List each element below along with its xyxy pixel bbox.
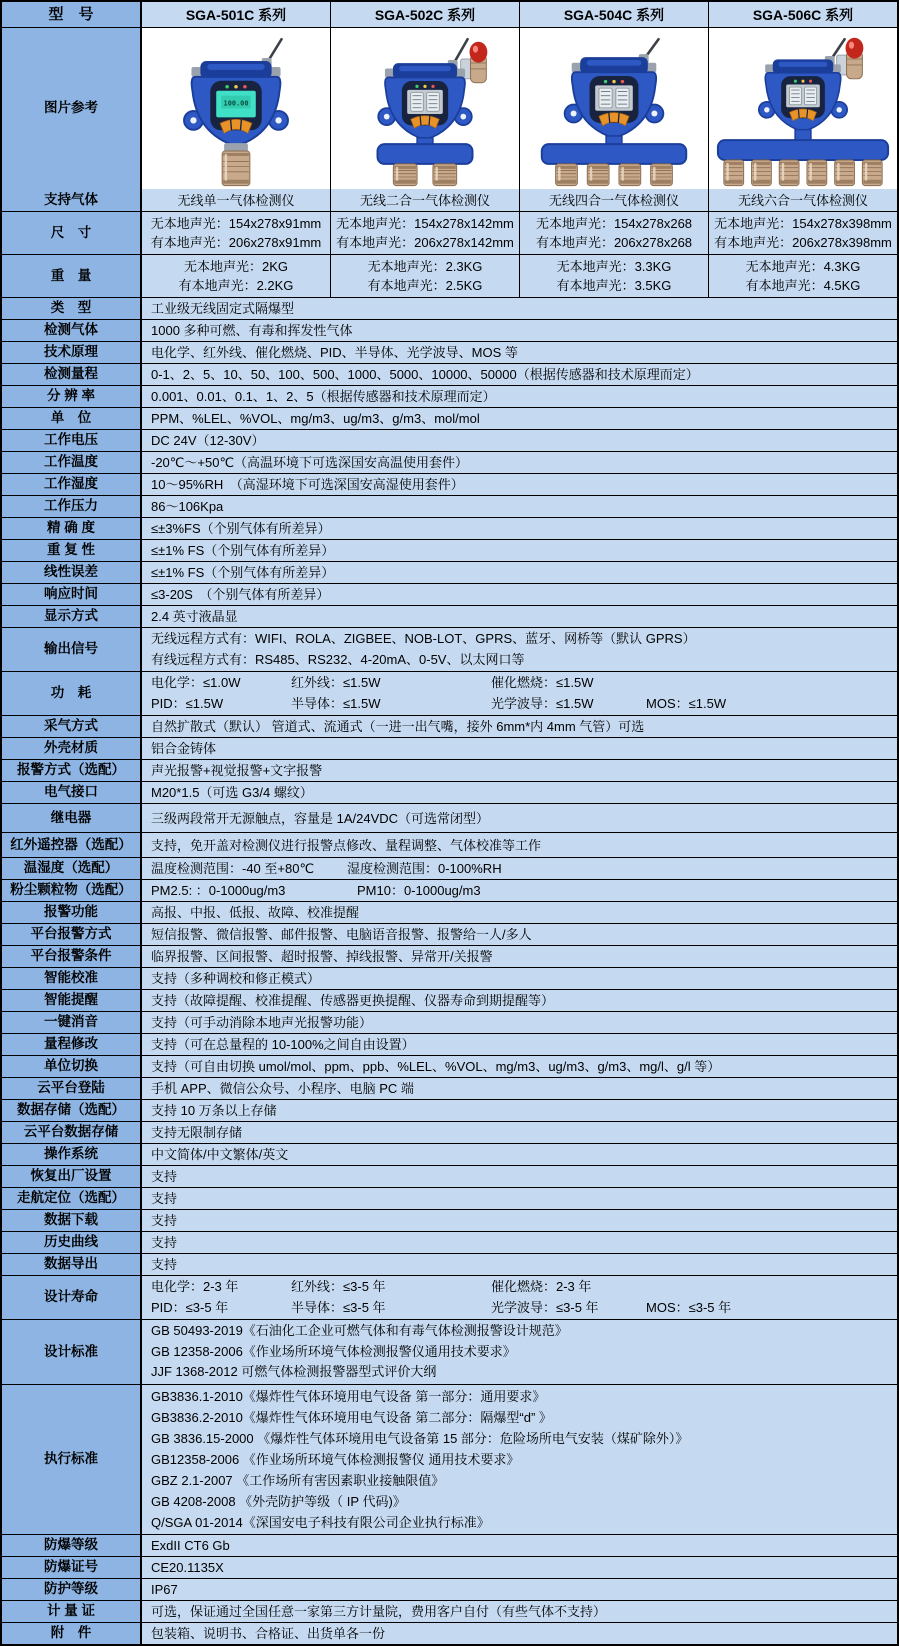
spec-segment: 湿度检测范围：0-100%RH bbox=[347, 861, 502, 876]
spec-line: GB 50493-2019《石油化工企业可燃气体和有毒气体检测报警设计规范》 bbox=[151, 1323, 568, 1338]
row-housing bbox=[2, 737, 897, 759]
spec-line: 10～95%RH （高湿环境下可选深国安高湿使用套件） bbox=[151, 477, 464, 492]
row-cloud-storage-label: 云平台数据存储 bbox=[2, 1122, 142, 1143]
row-cloud-login-value bbox=[142, 1078, 897, 1099]
row-response-time-label: 响应时间 bbox=[2, 584, 142, 605]
product-image-sga-506c bbox=[709, 28, 897, 189]
row-pressure bbox=[2, 495, 897, 517]
row-design-life bbox=[2, 1275, 897, 1319]
row-smart-reminder-value bbox=[142, 990, 897, 1011]
row-weight-label: 重 量 bbox=[2, 255, 142, 297]
spec-line: -20℃～+50℃（高温环境下可选深国安高温使用套件） bbox=[151, 455, 469, 470]
row-ir-remote-value bbox=[142, 833, 897, 857]
row-detected-gas bbox=[2, 319, 897, 341]
row-linearity-label: 线性误差 bbox=[2, 562, 142, 583]
row-relay-label: 继电器 bbox=[2, 804, 142, 832]
spec-line: ≤±1% FS（个别气体有所差异） bbox=[151, 565, 335, 580]
spec-segment: 电化学：2-3 年 bbox=[151, 1279, 239, 1294]
spec-line bbox=[151, 1277, 646, 1298]
gas-detector-2-sensor-icon bbox=[331, 28, 519, 189]
spec-line: GB 3836.15-2000 《爆炸性气体环境用电气设备第 15 部分：危险场所电气安装（煤矿除外）》 bbox=[151, 1430, 689, 1446]
row-explosion-proof-grade bbox=[2, 1534, 897, 1556]
spec-line: GB3836.1-2010《爆炸性气体环境用电气设备 第一部分：通用要求》 bbox=[151, 1388, 546, 1404]
row-range-label: 检测量程 bbox=[2, 364, 142, 385]
spec-line bbox=[151, 673, 646, 694]
spec-line: 2.4 英寸液晶显 bbox=[151, 609, 238, 624]
spec-line: 无本地声光：154x278x268 bbox=[535, 215, 693, 231]
spec-line: 无本地声光：4.3KG bbox=[745, 258, 861, 274]
row-dimensions-cell-0 bbox=[142, 212, 331, 254]
row-platform-alarm-conditions-label: 平台报警条件 bbox=[2, 946, 142, 967]
row-range-modify bbox=[2, 1033, 897, 1055]
row-weight-cell-3 bbox=[709, 255, 897, 297]
row-response-time-value bbox=[142, 584, 897, 605]
row-history-curve bbox=[2, 1231, 897, 1253]
row-tech-principle-label: 技术原理 bbox=[2, 342, 142, 363]
row-accuracy-label: 精 确 度 bbox=[2, 518, 142, 539]
row-dimensions-label: 尺 寸 bbox=[2, 212, 142, 254]
row-ir-remote bbox=[2, 832, 897, 857]
spec-line bbox=[151, 859, 502, 878]
row-supported-gas-cell-0 bbox=[142, 189, 331, 211]
row-output-signal-label: 输出信号 bbox=[2, 628, 142, 671]
header-model-sga-506c: SGA-506C 系列 bbox=[709, 2, 897, 27]
row-dimensions-cell-2 bbox=[520, 212, 709, 254]
row-electrical-port bbox=[2, 781, 897, 803]
row-weight-cell-0 bbox=[142, 255, 331, 297]
spec-segment: 光学波导：≤1.5W bbox=[491, 695, 594, 711]
row-dimensions-cell-1 bbox=[331, 212, 520, 254]
row-accessories-label: 附 件 bbox=[2, 1623, 142, 1644]
spec-line bbox=[151, 881, 481, 900]
spec-line: GB 4208-2008 《外壳防护等级（ IP 代码)》 bbox=[151, 1493, 406, 1509]
row-data-export-value bbox=[142, 1254, 897, 1275]
row-metrology-cert bbox=[2, 1600, 897, 1622]
row-protection-grade-label: 防护等级 bbox=[2, 1579, 142, 1600]
spec-line: 手机 APP、微信公众号、小程序、电脑 PC 端 bbox=[151, 1081, 414, 1096]
spec-line: 支持 bbox=[151, 1213, 178, 1228]
row-voltage bbox=[2, 429, 897, 451]
row-pressure-label: 工作压力 bbox=[2, 496, 142, 517]
spec-line: GB12358-2006 《作业场所环境气体检测报警仪 通用技术要求》 bbox=[151, 1451, 520, 1467]
product-image-sga-502c bbox=[331, 28, 520, 189]
row-relay-value bbox=[142, 804, 897, 832]
row-data-export-label: 数据导出 bbox=[2, 1254, 142, 1275]
row-range-modify-value bbox=[142, 1034, 897, 1055]
row-smart-reminder-label: 智能提醒 bbox=[2, 990, 142, 1011]
row-response-time bbox=[2, 583, 897, 605]
row-alarm-mode bbox=[2, 759, 897, 781]
image-row bbox=[2, 27, 897, 189]
spec-line: 自然扩散式（默认） 管道式、流通式（一进一出气嘴，接外 6mm*内 4mm 气管）可选 bbox=[151, 719, 645, 734]
spec-line: 有本地声光：2.2KG bbox=[178, 278, 294, 294]
row-os-value bbox=[142, 1144, 897, 1165]
row-dust bbox=[2, 879, 897, 901]
row-alarm-mode-value bbox=[142, 760, 897, 781]
row-platform-alarm-conditions-value bbox=[142, 946, 897, 967]
row-data-download-value bbox=[142, 1210, 897, 1231]
spec-line: 1000 多种可燃、有毒和挥发性气体 bbox=[151, 323, 353, 338]
row-unit-switch-value bbox=[142, 1056, 897, 1077]
row-temp-humidity bbox=[2, 857, 897, 879]
row-design-standards-value bbox=[142, 1320, 897, 1384]
row-type bbox=[2, 297, 897, 319]
row-supported-gas-cell-1 bbox=[331, 189, 520, 211]
row-humidity-value bbox=[142, 474, 897, 495]
row-navigation-value bbox=[142, 1188, 897, 1209]
spec-line: GB 12358-2006《作业场所环境气体检测报警仪通用技术要求》 bbox=[151, 1343, 516, 1359]
spec-line: 声光报警+视觉报警+文字报警 bbox=[151, 763, 323, 778]
header-model-sga-501c: SGA-501C 系列 bbox=[142, 2, 331, 27]
row-history-curve-label: 历史曲线 bbox=[2, 1232, 142, 1253]
header-model-label: 型 号 bbox=[2, 2, 142, 27]
spec-line: 无线单一气体检测仪 bbox=[177, 192, 295, 208]
spec-line: DC 24V（12-30V） bbox=[151, 433, 265, 448]
row-repeatability-value bbox=[142, 540, 897, 561]
row-unit-switch-label: 单位切换 bbox=[2, 1056, 142, 1077]
spec-line: 支持，免开盖对检测仪进行报警点修改、量程调整、气体校准等工作 bbox=[151, 837, 542, 853]
spec-line: 三级两段常开无源触点，容量是 1A/24VDC（可选常闭型） bbox=[151, 810, 490, 826]
spec-segment: PID：≤1.5W bbox=[151, 695, 224, 711]
row-humidity bbox=[2, 473, 897, 495]
spec-segment: MOS：≤3-5 年 bbox=[646, 1299, 732, 1315]
svg-text:100.00: 100.00 bbox=[223, 99, 249, 108]
row-explosion-proof-grade-label: 防爆等级 bbox=[2, 1535, 142, 1556]
row-accuracy bbox=[2, 517, 897, 539]
row-sampling-value bbox=[142, 716, 897, 737]
row-detected-gas-value bbox=[142, 320, 897, 341]
row-execution-standards-label: 执行标准 bbox=[2, 1385, 142, 1534]
spec-line: 支持（可在总量程的 10-100%之间自由设置） bbox=[151, 1037, 415, 1052]
row-tech-principle bbox=[2, 341, 897, 363]
row-unit bbox=[2, 407, 897, 429]
row-relay bbox=[2, 803, 897, 832]
row-cloud-login-label: 云平台登陆 bbox=[2, 1078, 142, 1099]
spec-line: M20*1.5（可选 G3/4 螺纹） bbox=[151, 785, 313, 800]
row-cloud-storage bbox=[2, 1121, 897, 1143]
row-smart-calibration-value bbox=[142, 968, 897, 989]
row-power-consumption-label: 功 耗 bbox=[2, 672, 142, 715]
product-image-sga-501c bbox=[142, 28, 331, 189]
row-voltage-label: 工作电压 bbox=[2, 430, 142, 451]
row-repeatability bbox=[2, 539, 897, 561]
spec-segment: 温度检测范围：-40 至+80℃ bbox=[151, 861, 315, 876]
row-housing-value bbox=[142, 738, 897, 759]
spec-line: 支持 10 万条以上存储 bbox=[151, 1103, 277, 1118]
row-housing-label: 外壳材质 bbox=[2, 738, 142, 759]
spec-line: 电化学、红外线、催化燃烧、PID、半导体、光学波导、MOS 等 bbox=[151, 345, 518, 360]
row-type-value bbox=[142, 298, 897, 319]
spec-segment: PM2.5: ：0-1000ug/m3 bbox=[151, 883, 286, 898]
spec-line: 有本地声光：206x278x268 bbox=[535, 235, 693, 251]
row-resolution bbox=[2, 385, 897, 407]
row-temp-humidity-label: 温湿度（选配） bbox=[2, 858, 142, 879]
row-protection-grade-value bbox=[142, 1579, 897, 1600]
row-dimensions-cell-3 bbox=[709, 212, 897, 254]
row-ir-remote-label: 红外遥控器（选配） bbox=[2, 833, 142, 857]
row-type-label: 类 型 bbox=[2, 298, 142, 319]
spec-segment: 红外线：≤1.5W bbox=[291, 675, 381, 690]
spec-line: 临界报警、区间报警、超时报警、掉线报警、异常开/关报警 bbox=[151, 949, 493, 964]
spec-line: 无本地声光：2KG bbox=[183, 258, 288, 274]
row-one-key-mute bbox=[2, 1011, 897, 1033]
spec-line: 高报、中报、低报、故障、校准提醒 bbox=[151, 905, 360, 920]
row-dust-value bbox=[142, 880, 897, 901]
row-tech-principle-value bbox=[142, 342, 897, 363]
spec-line: 有本地声光：3.5KG bbox=[556, 278, 672, 294]
row-supported-gas-cell-2 bbox=[520, 189, 709, 211]
header-model-sga-504c: SGA-504C 系列 bbox=[520, 2, 709, 27]
spec-line: 工业级无线固定式隔爆型 bbox=[151, 301, 295, 316]
row-accessories-value bbox=[142, 1623, 897, 1644]
spec-line: ≤3-20S （个别气体有所差异） bbox=[151, 587, 330, 602]
spec-segment: PID：≤3-5 年 bbox=[151, 1299, 229, 1315]
row-platform-alarm-mode bbox=[2, 923, 897, 945]
row-execution-standards bbox=[2, 1384, 897, 1534]
row-weight bbox=[2, 254, 897, 297]
image-row-label: 图片参考 bbox=[2, 28, 142, 189]
spec-line: 无本地声光：154x278x142mm bbox=[336, 215, 514, 231]
spec-segment: 催化燃烧：2-3 年 bbox=[491, 1279, 592, 1294]
row-cloud-login bbox=[2, 1077, 897, 1099]
spec-line: 包装箱、说明书、合格证、出货单各一份 bbox=[151, 1625, 386, 1641]
spec-line bbox=[151, 694, 726, 715]
row-range bbox=[2, 363, 897, 385]
row-metrology-cert-label: 计 量 证 bbox=[2, 1601, 142, 1622]
spec-segment: 半导体：≤1.5W bbox=[291, 695, 381, 711]
row-pressure-value bbox=[142, 496, 897, 517]
spec-segment: 电化学：≤1.0W bbox=[151, 675, 241, 690]
row-navigation-label: 走航定位（选配） bbox=[2, 1188, 142, 1209]
gas-detector-4-sensor-icon bbox=[520, 28, 708, 189]
spec-line: 无本地声光：154x278x91mm bbox=[150, 215, 322, 231]
spec-line: 无线四合一气体检测仪 bbox=[548, 192, 679, 208]
spec-line: 中文简体/中文繁体/英文 bbox=[151, 1147, 289, 1162]
row-smart-calibration bbox=[2, 967, 897, 989]
row-display-label: 显示方式 bbox=[2, 606, 142, 627]
row-explosion-proof-cert-value bbox=[142, 1557, 897, 1578]
row-data-download-label: 数据下载 bbox=[2, 1210, 142, 1231]
row-linearity bbox=[2, 561, 897, 583]
spec-line: 支持 bbox=[151, 1257, 178, 1272]
spec-line: 铝合金铸体 bbox=[151, 741, 217, 756]
header-row bbox=[2, 2, 897, 27]
spec-line: 0-1、2、5、10、50、100、500、1000、5000、10000、50000（根据传感器和技术原理而定） bbox=[151, 367, 699, 382]
row-supported-gas-label: 支持气体 bbox=[2, 189, 142, 211]
row-display bbox=[2, 605, 897, 627]
gas-detector-6-sensor-icon bbox=[709, 28, 897, 189]
spec-segment: 红外线：≤3-5 年 bbox=[291, 1279, 386, 1294]
row-dust-label: 粉尘颗粒物（选配） bbox=[2, 880, 142, 901]
spec-line: 支持 bbox=[151, 1191, 178, 1206]
spec-segment: MOS：≤1.5W bbox=[646, 695, 727, 711]
row-linearity-value bbox=[142, 562, 897, 583]
row-platform-alarm-mode-label: 平台报警方式 bbox=[2, 924, 142, 945]
spec-line: 支持（多种调校和修正模式） bbox=[151, 971, 321, 986]
row-unit-label: 单 位 bbox=[2, 408, 142, 429]
row-data-export bbox=[2, 1253, 897, 1275]
spec-line: ≤±1% FS（个别气体有所差异） bbox=[151, 543, 335, 558]
row-os bbox=[2, 1143, 897, 1165]
row-supported-gas-cell-3 bbox=[709, 189, 897, 211]
spec-line: 有本地声光：4.5KG bbox=[745, 278, 861, 294]
row-platform-alarm-mode-value bbox=[142, 924, 897, 945]
spec-line: ≤±3%FS（个别气体有所差异） bbox=[151, 521, 331, 536]
spec-line: 有本地声光：206x278x398mm bbox=[714, 235, 892, 251]
row-alarm-functions bbox=[2, 901, 897, 923]
row-detected-gas-label: 检测气体 bbox=[2, 320, 142, 341]
row-design-standards bbox=[2, 1319, 897, 1384]
row-data-storage-value bbox=[142, 1100, 897, 1121]
row-execution-standards-value bbox=[142, 1385, 897, 1534]
spec-line: 0.001、0.01、0.1、1、2、5（根据传感器和技术原理而定） bbox=[151, 389, 496, 404]
row-alarm-mode-label: 报警方式（选配） bbox=[2, 760, 142, 781]
row-supported-gas bbox=[2, 189, 897, 211]
spec-line: 有本地声光：206x278x142mm bbox=[336, 235, 514, 251]
row-temperature bbox=[2, 451, 897, 473]
spec-line: JJF 1368-2012 可燃气体检测报警器型式评价大纲 bbox=[151, 1364, 437, 1379]
row-weight-cell-1 bbox=[331, 255, 520, 297]
gas-detector-1-sensor-icon bbox=[142, 28, 330, 189]
row-output-signal-value bbox=[142, 628, 897, 671]
spec-segment: PM10：0-1000ug/m3 bbox=[357, 883, 481, 898]
spec-line: 无本地声光：154x278x398mm bbox=[714, 215, 892, 231]
row-factory-reset-value bbox=[142, 1166, 897, 1187]
row-accuracy-value bbox=[142, 518, 897, 539]
row-design-standards-label: 设计标准 bbox=[2, 1320, 142, 1384]
row-electrical-port-value bbox=[142, 782, 897, 803]
row-explosion-proof-cert-label: 防爆证号 bbox=[2, 1557, 142, 1578]
row-range-value bbox=[142, 364, 897, 385]
spec-line: Q/SGA 01-2014《深国安电子科技有限公司企业执行标准》 bbox=[151, 1514, 490, 1530]
spec-line: 无本地声光：3.3KG bbox=[556, 258, 672, 274]
spec-line: 86～106Kpa bbox=[151, 499, 224, 514]
spec-line: 支持（故障提醒、校准提醒、传感器更换提醒、仪器寿命到期提醒等） bbox=[151, 993, 555, 1008]
row-temp-humidity-value bbox=[142, 858, 897, 879]
spec-line: 无线六合一气体检测仪 bbox=[737, 192, 868, 208]
row-unit-switch bbox=[2, 1055, 897, 1077]
row-sampling bbox=[2, 715, 897, 737]
row-humidity-label: 工作湿度 bbox=[2, 474, 142, 495]
row-platform-alarm-conditions bbox=[2, 945, 897, 967]
spec-line: GBZ 2.1-2007 《工作场所有害因素职业接触限值》 bbox=[151, 1472, 445, 1488]
spec-line: 支持（可自由切换 umol/mol、ppm、ppb、%LEL、%VOL、mg/m3、ug/m3、g/m3、mg/l、g/l 等） bbox=[151, 1059, 721, 1074]
row-one-key-mute-label: 一键消音 bbox=[2, 1012, 142, 1033]
spec-line: 无线二合一气体检测仪 bbox=[359, 192, 490, 208]
row-alarm-functions-label: 报警功能 bbox=[2, 902, 142, 923]
spec-line: 无本地声光：2.3KG bbox=[367, 258, 483, 274]
spec-segment: 半导体：≤3-5 年 bbox=[291, 1299, 386, 1315]
row-design-life-value bbox=[142, 1276, 897, 1319]
row-cloud-storage-value bbox=[142, 1122, 897, 1143]
row-history-curve-value bbox=[142, 1232, 897, 1253]
header-model-sga-502c: SGA-502C 系列 bbox=[331, 2, 520, 27]
row-factory-reset bbox=[2, 1165, 897, 1187]
row-output-signal bbox=[2, 627, 897, 671]
spec-line: 支持（可手动消除本地声光报警功能） bbox=[151, 1015, 373, 1030]
spec-line bbox=[151, 1298, 731, 1319]
spec-segment: 催化燃烧：≤1.5W bbox=[491, 675, 594, 690]
spec-line: 短信报警、微信报警、邮件报警、电脑语音报警、报警给一人/多人 bbox=[151, 927, 532, 942]
row-voltage-value bbox=[142, 430, 897, 451]
product-image-sga-504c bbox=[520, 28, 709, 189]
row-temperature-value bbox=[142, 452, 897, 473]
row-display-value bbox=[142, 606, 897, 627]
spec-line: ExdII CT6 Gb bbox=[151, 1537, 230, 1553]
spec-segment: 光学波导：≤3-5 年 bbox=[491, 1299, 599, 1315]
spec-line: IP67 bbox=[151, 1581, 178, 1597]
spec-line: CE20.1135X bbox=[151, 1559, 224, 1575]
spec-line: 支持无限制存储 bbox=[151, 1125, 243, 1140]
row-power-consumption-value bbox=[142, 672, 897, 715]
spec-line: 有本地声光：206x278x91mm bbox=[150, 235, 322, 251]
row-os-label: 操作系统 bbox=[2, 1144, 142, 1165]
row-smart-reminder bbox=[2, 989, 897, 1011]
row-temperature-label: 工作温度 bbox=[2, 452, 142, 473]
row-electrical-port-label: 电气接口 bbox=[2, 782, 142, 803]
row-repeatability-label: 重 复 性 bbox=[2, 540, 142, 561]
spec-line: 支持 bbox=[151, 1169, 178, 1184]
row-power-consumption bbox=[2, 671, 897, 715]
row-smart-calibration-label: 智能校准 bbox=[2, 968, 142, 989]
row-resolution-label: 分 辨 率 bbox=[2, 386, 142, 407]
row-protection-grade bbox=[2, 1578, 897, 1600]
row-design-life-label: 设计寿命 bbox=[2, 1276, 142, 1319]
row-alarm-functions-value bbox=[142, 902, 897, 923]
spec-line: 无线远程方式有：WIFI、ROLA、ZIGBEE、NOB-LOT、GPRS、蓝牙、网桥等（默认 GPRS） bbox=[151, 631, 696, 646]
row-data-download bbox=[2, 1209, 897, 1231]
row-data-storage-label: 数据存储（选配） bbox=[2, 1100, 142, 1121]
row-resolution-value bbox=[142, 386, 897, 407]
spec-line: 有本地声光：2.5KG bbox=[367, 278, 483, 294]
row-sampling-label: 采气方式 bbox=[2, 716, 142, 737]
row-range-modify-label: 量程修改 bbox=[2, 1034, 142, 1055]
spec-line: 支持 bbox=[151, 1235, 178, 1250]
row-explosion-proof-grade-value bbox=[142, 1535, 897, 1556]
row-dimensions bbox=[2, 211, 897, 254]
spec-line: PPM、%LEL、%VOL、mg/m3、ug/m3、g/m3、mol/mol bbox=[151, 411, 480, 426]
row-explosion-proof-cert bbox=[2, 1556, 897, 1578]
row-unit-value bbox=[142, 408, 897, 429]
row-factory-reset-label: 恢复出厂设置 bbox=[2, 1166, 142, 1187]
row-navigation bbox=[2, 1187, 897, 1209]
row-data-storage bbox=[2, 1099, 897, 1121]
row-accessories bbox=[2, 1622, 897, 1644]
row-weight-cell-2 bbox=[520, 255, 709, 297]
spec-line: GB3836.2-2010《爆炸性气体环境用电气设备 第二部分：隔爆型“d” 》 bbox=[151, 1409, 552, 1425]
row-one-key-mute-value bbox=[142, 1012, 897, 1033]
spec-line: 可选，保证通过全国任意一家第三方计量院，费用客户自付（有些气体不支持） bbox=[151, 1603, 607, 1619]
spec-line: 有线远程方式有：RS485、RS232、4-20mA、0-5V、以太网口等 bbox=[151, 651, 525, 667]
